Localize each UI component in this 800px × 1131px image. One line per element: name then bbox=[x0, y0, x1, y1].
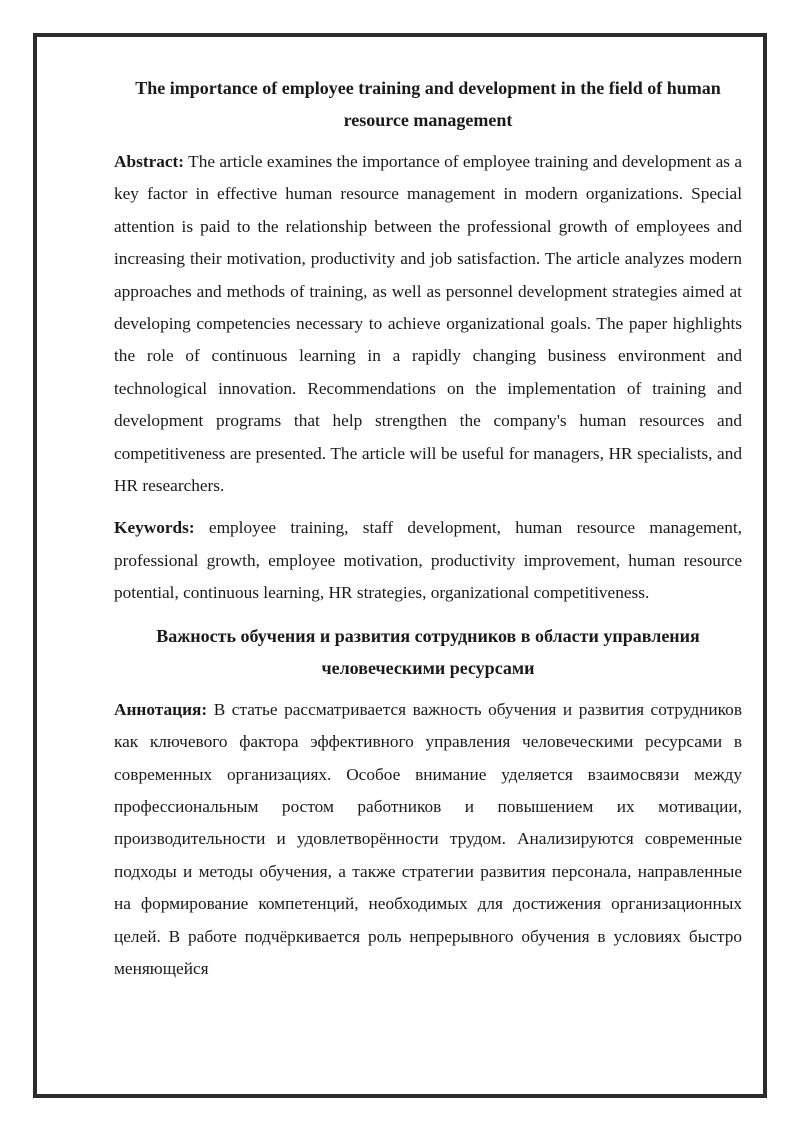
english-abstract bbox=[114, 146, 742, 502]
english-abstract-text: The article examines the importance of employee training and development as a key factor in effective human resource management in modern organizations. Special attention is paid to the relationship between the professional growth of employees and increasing their motivation, productivity and job satisfaction. The article analyzes modern approaches and methods of training, as well as personnel development strategies aimed at developing competencies necessary to achieve organizational goals. The paper highlights the role of continuous learning in a rapidly changing business environment and technological innovation. Recommendations on the implementation of training and development programs that help strengthen the company's human resources and competitiveness are presented. The article will be useful for managers, HR specialists, and HR researchers. bbox=[114, 152, 743, 496]
english-keywords-label: Keywords: bbox=[114, 518, 195, 538]
english-abstract-label: Abstract: bbox=[114, 152, 185, 171]
russian-abstract-label: Аннотация: bbox=[114, 699, 208, 719]
russian-abstract bbox=[114, 694, 742, 986]
russian-title: Важность обучения и развития сотрудников в области управления человеческими ресурсами bbox=[156, 625, 700, 678]
page-content bbox=[114, 72, 742, 995]
russian-abstract-text: В статье рассматривается важность обучения и развития сотрудников как ключевого фактора эффективного управления человеческими ресурсами в современных организациях. Особое внимание уделяется взаимосвязи между профессиональным ростом работников и повышением их мотивации, производительности и удовлетворённости трудом. Анализируются современные подходы и методы обучения, а также стратегии развития персонала, направленные на формирование компетенций, необходимых для достижения организационных целей. В работе подчёркивается роль непрерывного обучения в условиях быстро меняющейся bbox=[114, 699, 742, 978]
english-keywords bbox=[114, 512, 742, 609]
english-title: The importance of employee training and development in the field of human resource management bbox=[135, 78, 721, 130]
english-keywords-text: employee training, staff development, human resource management, professional growth, employee motivation, productivity improvement, human resource potential, continuous learning, HR strategies, organizational competitiveness. bbox=[114, 518, 742, 603]
